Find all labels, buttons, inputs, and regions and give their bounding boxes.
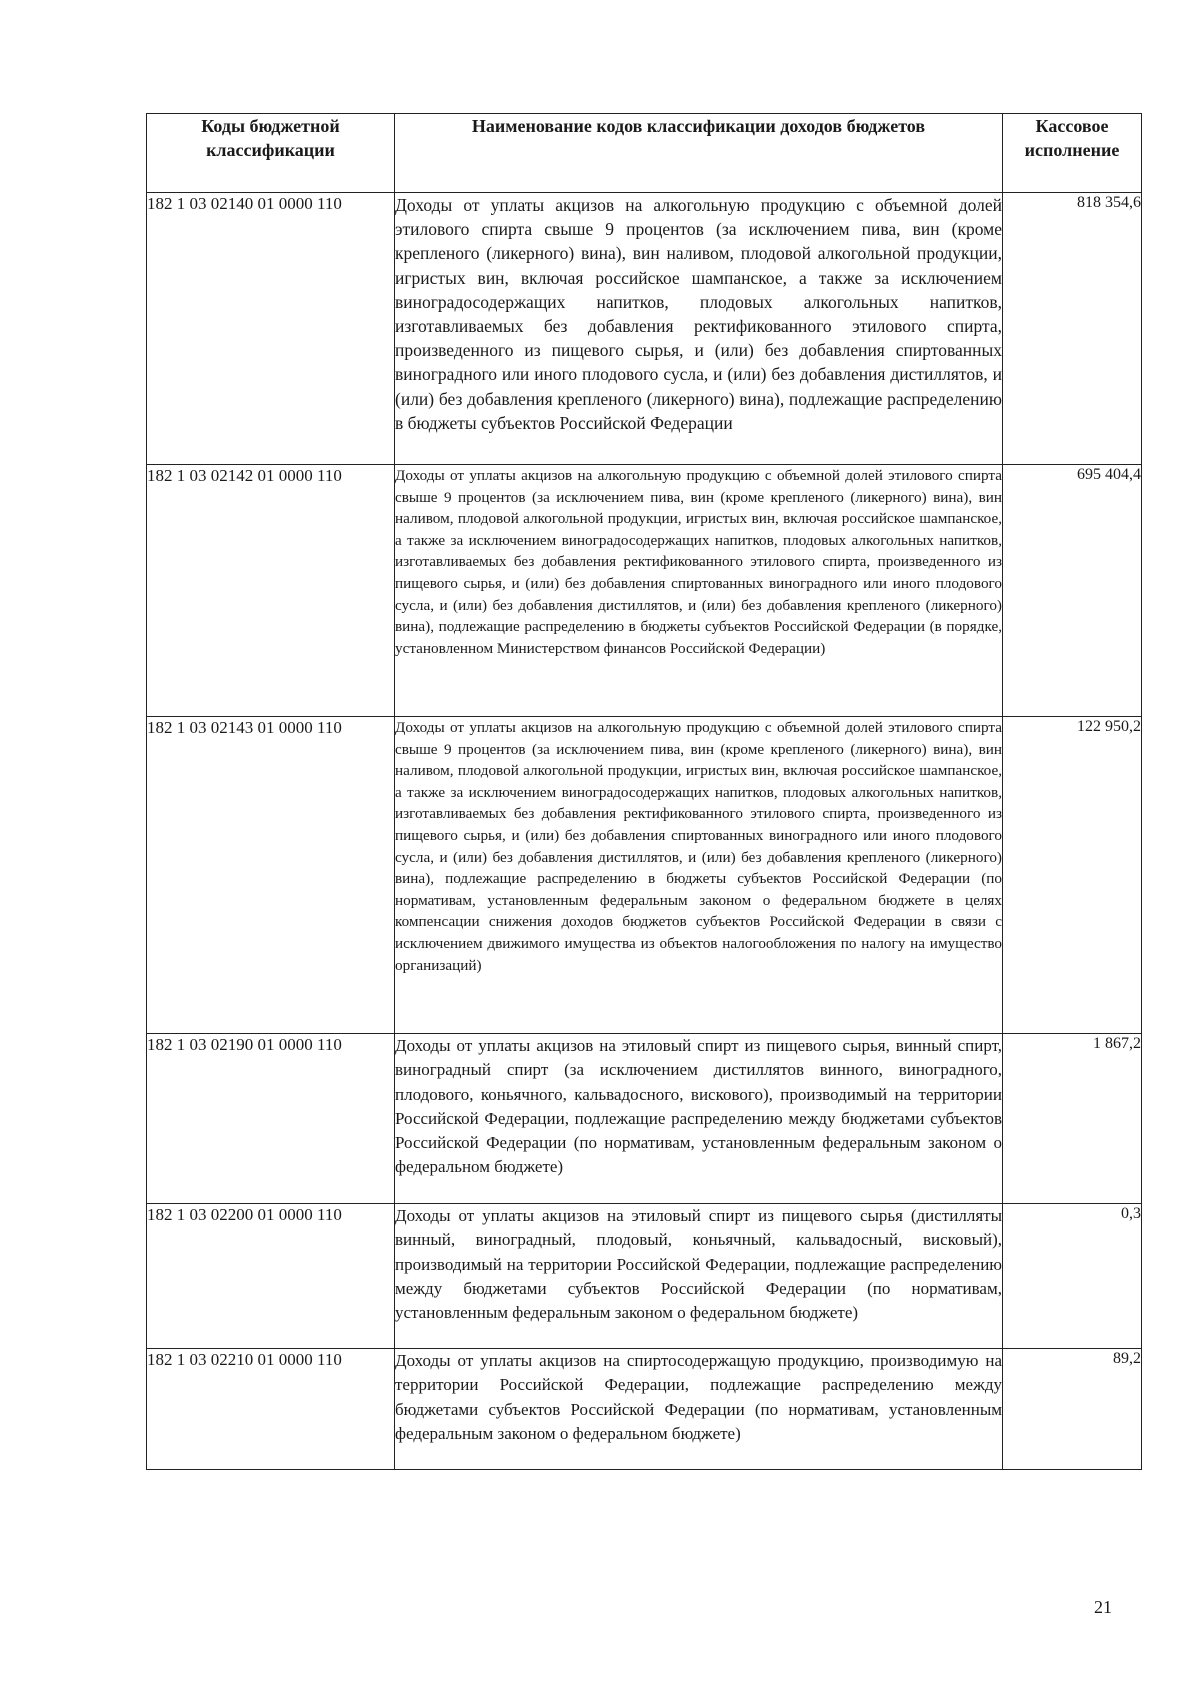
row-code: 182 1 03 02143 01 0000 110	[147, 717, 395, 1034]
row-amount: 122 950,2	[1003, 717, 1142, 1034]
table-row	[147, 465, 1142, 717]
row-name: Доходы от уплаты акцизов на спиртосодержащую продукцию, производимую на территории Российской Федерации, подлежащие распределению между бюджетами субъектов Российской Федерации (по нормативам, установленным федеральным законом о федеральном бюджете)	[395, 1349, 1003, 1470]
row-code: 182 1 03 02200 01 0000 110	[147, 1204, 395, 1349]
row-amount: 0,3	[1003, 1204, 1142, 1349]
row-name: Доходы от уплаты акцизов на алкогольную продукцию с объемной долей этилового спирта свыше 9 процентов (за исключением пива, вин (кроме крепленого (ликерного) вина), вин наливом, плодовой алкогольной продукции, игристых вин, включая российское шампанское, а также за исключением виноградосодержащих напитков, плодовых алкогольных напитков, изготавливаемых без добавления ректификованного этилового спирта, произведенного из пищевого сырья, и (или) без добавления спиртованных виноградного или иного плодового сусла, и (или) без добавления дистиллятов, и (или) без добавления крепленого (ликерного) вина), подлежащие распределению в бюджеты субъектов Российской Федерации	[395, 193, 1003, 465]
header-code: Коды бюджетной классификации	[147, 114, 395, 193]
row-amount: 1 867,2	[1003, 1034, 1142, 1204]
row-name: Доходы от уплаты акцизов на этиловый спирт из пищевого сырья (дистилляты винный, виноградный, плодовый, коньячный, кальвадосный, висковый), производимый на территории Российской Федерации, подлежащие распределению между бюджетами субъектов Российской Федерации (по нормативам, установленным федеральным законом о федеральном бюджете)	[395, 1204, 1003, 1349]
row-code: 182 1 03 02210 01 0000 110	[147, 1349, 395, 1470]
table-header-row	[147, 114, 1142, 193]
table-row	[147, 193, 1142, 465]
row-code: 182 1 03 02190 01 0000 110	[147, 1034, 395, 1204]
table-row	[147, 717, 1142, 1034]
budget-classification-table	[146, 113, 1142, 1470]
page-number: 21	[1094, 1597, 1112, 1617]
row-name: Доходы от уплаты акцизов на этиловый спирт из пищевого сырья, винный спирт, виноградный спирт (за исключением дистиллятов винного, виноградного, плодового, коньячного, кальвадосного, вискового), производимый на территории Российской Федерации, подлежащие распределению между бюджетами субъектов Российской Федерации (по нормативам, установленным федеральным законом о федеральном бюджете)	[395, 1034, 1003, 1204]
row-code: 182 1 03 02140 01 0000 110	[147, 193, 395, 465]
row-code: 182 1 03 02142 01 0000 110	[147, 465, 395, 717]
table-row	[147, 1034, 1142, 1204]
header-name: Наименование кодов классификации доходов бюджетов	[395, 114, 1003, 193]
table-row	[147, 1349, 1142, 1470]
header-amount: Кассовое исполнение	[1003, 114, 1142, 193]
table-row	[147, 1204, 1142, 1349]
row-name: Доходы от уплаты акцизов на алкогольную продукцию с объемной долей этилового спирта свыше 9 процентов (за исключением пива, вин (кроме крепленого (ликерного) вина), вин наливом, плодовой алкогольной продукции, игристых вин, включая российское шампанское, а также за исключением виноградосодержащих напитков, плодовых алкогольных напитков, изготавливаемых без добавления ректификованного этилового спирта, произведенного из пищевого сырья, и (или) без добавления спиртованных виноградного или иного плодового сусла, и (или) без добавления дистиллятов, и (или) без добавления крепленого (ликерного) вина), подлежащие распределению в бюджеты субъектов Российской Федерации (по нормативам, установленным федеральным законом о федеральном бюджете в целях компенсации снижения доходов бюджетов субъектов Российской Федерации в связи с исключением движимого имущества из объектов налогообложения по налогу на имущество организаций)	[395, 717, 1003, 1034]
row-amount: 818 354,6	[1003, 193, 1142, 465]
row-amount: 89,2	[1003, 1349, 1142, 1470]
row-name: Доходы от уплаты акцизов на алкогольную продукцию с объемной долей этилового спирта свыше 9 процентов (за исключением пива, вин (кроме крепленого (ликерного) вина), вин наливом, плодовой алкогольной продукции, игристых вин, включая российское шампанское, а также за исключением виноградосодержащих напитков, плодовых алкогольных напитков, изготавливаемых без добавления ректификованного этилового спирта, произведенного из пищевого сырья, и (или) без добавления спиртованных виноградного или иного плодового сусла, и (или) без добавления дистиллятов, и (или) без добавления крепленого (ликерного) вина), подлежащие распределению в бюджеты субъектов Российской Федерации (в порядке, установленном Министерством финансов Российской Федерации)	[395, 465, 1003, 717]
row-amount: 695 404,4	[1003, 465, 1142, 717]
